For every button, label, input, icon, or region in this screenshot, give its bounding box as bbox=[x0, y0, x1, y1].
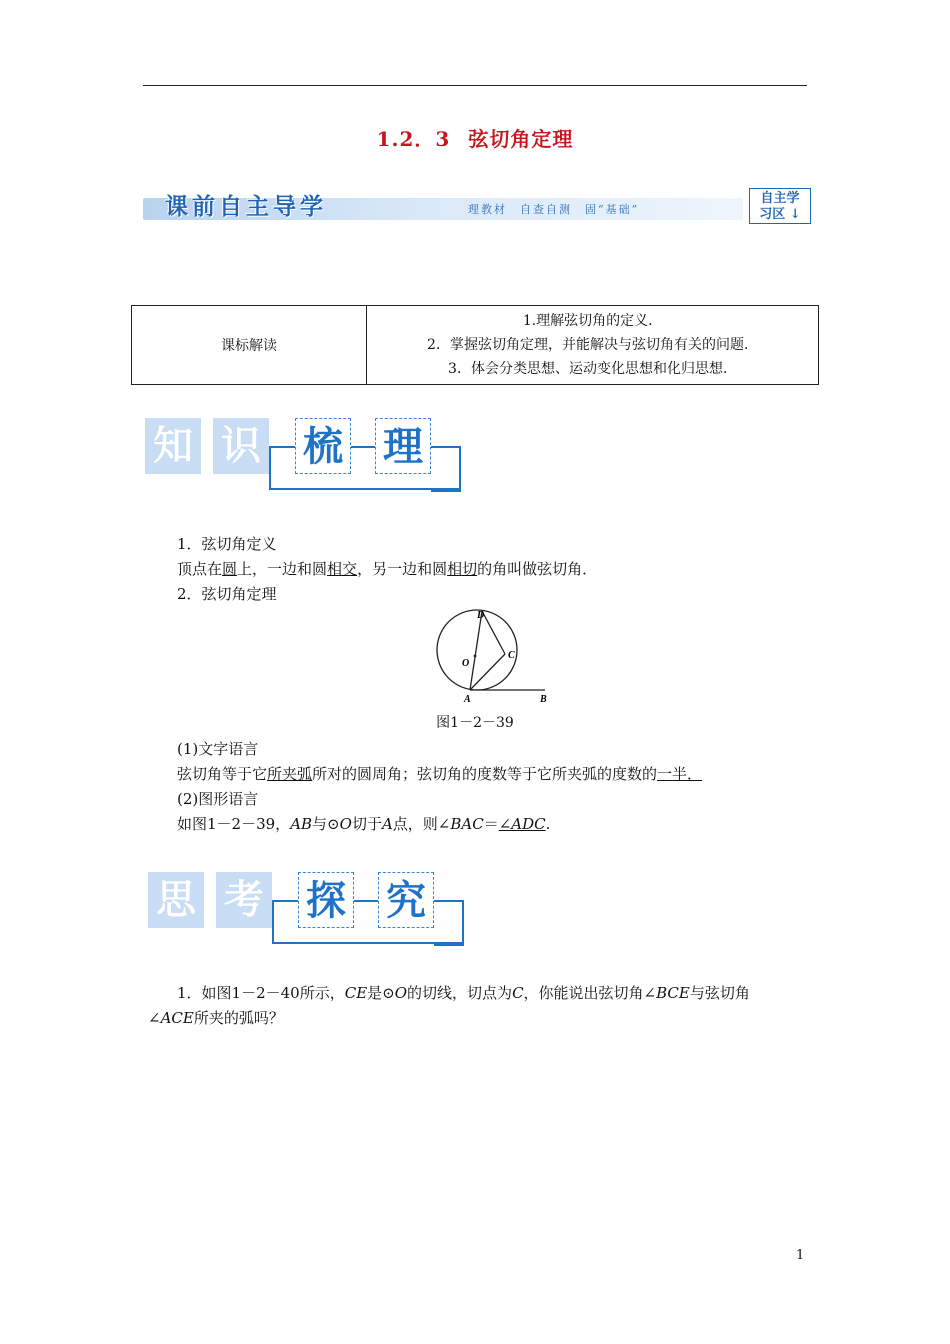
arrow-down-icon: ↓ bbox=[785, 207, 801, 222]
goal-item: 3．体会分类思想、运动变化思想和化归思想． bbox=[448, 361, 737, 377]
heading-char: 究 bbox=[378, 872, 434, 928]
question-1-line1: 1．如图1－2－40所示，CE是⊙O的切线，切点为C，你能说出弦切角∠BCE与弦切角 bbox=[177, 984, 750, 1002]
graphic-text: 如图1－2－39，AB与⊙O切于A点，则∠BAC＝∠ADC. bbox=[177, 815, 551, 833]
heading-line bbox=[269, 446, 295, 448]
figure-caption: 图1－2－39 bbox=[436, 715, 514, 731]
chord-ad bbox=[470, 610, 485, 690]
banner-title: 课前自主导学 bbox=[165, 193, 327, 220]
def-heading: 1．弦切角定义 bbox=[177, 535, 277, 553]
label-b: B bbox=[540, 694, 547, 705]
label-o: O bbox=[462, 658, 470, 669]
theorem-text: 弦切角等于它所夹弧所对的圆周角；弦切角的度数等于它所夹弧的度数的一半． bbox=[177, 765, 703, 783]
label-a: A bbox=[464, 694, 471, 705]
question-1-line2: ∠ACE所夹的弧吗？ bbox=[148, 1009, 284, 1027]
goal-item: 2．掌握弦切角定理，并能解决与弦切角有关的问题． bbox=[427, 337, 758, 353]
heading-line bbox=[431, 446, 461, 492]
heading-char: 识 bbox=[213, 418, 269, 474]
label-d: D bbox=[477, 610, 485, 621]
title-text: 弦切角定理 bbox=[468, 127, 574, 151]
goal-item: 1.理解弦切角的定义． bbox=[522, 313, 663, 329]
heading-line bbox=[354, 900, 378, 902]
top-rule bbox=[143, 85, 807, 86]
heading-line bbox=[272, 900, 274, 942]
heading-char: 探 bbox=[298, 872, 354, 928]
page-title bbox=[0, 123, 950, 152]
heading-line bbox=[269, 488, 459, 490]
section-banner bbox=[143, 188, 813, 228]
circle-o bbox=[437, 610, 517, 690]
goals-label: 课标解读 bbox=[132, 306, 367, 385]
heading-line bbox=[269, 446, 271, 488]
heading-line bbox=[434, 900, 464, 946]
goals-table bbox=[131, 305, 819, 385]
sub-heading-text-language: (1)文字语言 bbox=[177, 740, 259, 758]
title-number: 1.2．3 bbox=[376, 127, 451, 151]
center-point bbox=[474, 655, 477, 658]
banner-box-line1: 自主学 bbox=[760, 191, 800, 206]
heading-line bbox=[272, 900, 298, 902]
section-heading-knowledge bbox=[145, 412, 475, 492]
sub-heading-graphic-language: (2)图形语言 bbox=[177, 790, 259, 808]
def-text: 顶点在圆上，一边和圆相交，另一边和圆相切的角叫做弦切角． bbox=[177, 560, 598, 578]
banner-box-line2: 习区 ↓ bbox=[759, 207, 801, 222]
heading-char: 考 bbox=[216, 872, 272, 928]
heading-char: 梳 bbox=[295, 418, 351, 474]
heading-line bbox=[272, 942, 462, 944]
page-number: 1 bbox=[796, 1248, 805, 1263]
figure-1-2-39 bbox=[430, 604, 560, 706]
banner-box bbox=[749, 188, 811, 224]
heading-char: 理 bbox=[375, 418, 431, 474]
section-heading-inquiry bbox=[148, 866, 478, 946]
heading-char: 知 bbox=[145, 418, 201, 474]
theorem-heading: 2．弦切角定理 bbox=[177, 585, 277, 603]
chord-dc bbox=[482, 611, 505, 654]
heading-line bbox=[351, 446, 375, 448]
label-c: C bbox=[508, 650, 515, 661]
heading-char: 思 bbox=[148, 872, 204, 928]
goals-content bbox=[367, 306, 819, 385]
banner-subtitle: 理教材 自查自测 固“基础” bbox=[468, 203, 640, 216]
